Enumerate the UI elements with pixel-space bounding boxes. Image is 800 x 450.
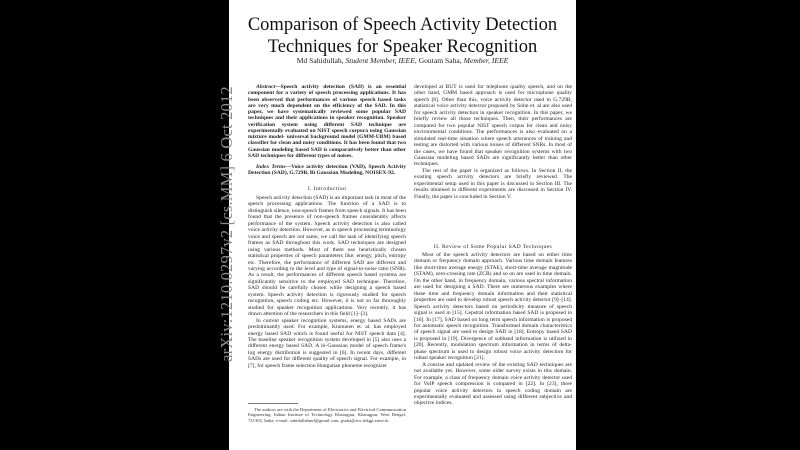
author-2-affiliation: Member, IEEE xyxy=(463,56,509,65)
index-terms-label: Index Terms xyxy=(256,164,286,170)
paper-title-line-1: Comparison of Speech Activity Detection xyxy=(247,15,558,35)
review-paragraph-1: Most of the speech activity detectors are based on either time domain or frequency domain approach. Various time domain features like short-time average energy (STAE), short-time average magnitude (STAM), zero-crossing rate (ZCR) and so on are used in time domain. On the other hand, in frequency domain, various spectral information are used for designing a SAD. There are numerous examples where these time and frequency domain information and their statistical properties are used to develop robust speech activity detector [9]–[14]. Speech activity detectors based on periodicity measure of speech signal is used in [15]. Cepstral information based SAD is proposed in [16]. In [17], SAD based on long term speech information is proposed for automatic speech recognition. Transformed domain characteristics of speech signal are used to design SAD in [18]. Entropy based SAD is proposed in [19]. Divergence of subband information is utilized in [20]. Recently, modulation spectrum information in terms of delta-phase spectrum is used to design robust voice activity detection for robust speaker recognition [21]. xyxy=(414,252,572,362)
author-1-affiliation: Student Member, IEEE, xyxy=(345,56,417,65)
abstract xyxy=(248,84,406,159)
author-1-name: Md Sahidullah, xyxy=(296,56,346,65)
paper-title-line-2: Techniques for Speaker Recognition xyxy=(267,37,538,57)
intro-paragraph-2: In current speaker recognition systems, energy based SADs are predominantly used. For example, Kinnunen et. al. has employed energy based SAD which is found useful for NIST speech data [4]. The baseline speaker recognition system developed in [5] also uses a different energy based SAD. A bi-Gaussian model of speech frame's log energy distribution is suggested in [6]. In recent days, different SADs are used for different quality of speech signal. For example, in [7], for speech frame selection Hungarian phoneme recognizer xyxy=(248,317,406,369)
right-paragraph-1: developed at BUT is used for telephone quality speech, and on the other hand, GMM based approach is used for microphone quality speech [8]. Other than this, voice activity detector used in G.729B, statistical voice activity detector proposed by Sohn et. al are also used for speech activity detection in speaker recognition. In this paper, we briefly review all those techniques. Then, their performances are compared for two popular NIST speech corpus for clean and noisy environmental conditions. The performances is also evaluated on a simulated real-time situation where speech utterances of training and testing are distorted with various noises of different SNRs. In most of the cases, we have found that speaker recognition systems with two Gaussian modeling based SADs are significantly better than other techniques. xyxy=(414,84,572,168)
left-column-body xyxy=(248,195,406,369)
review-paragraph-2: A concise and updated review of the existing SAD techniques are not available yet. However, some older survey exists in this domain. For example, a class of frequency domain voice activity detector used for VoIP speech compression is compared in [22]. In [23], three popular voice activity detectors in speech coding domain are experimentally evaluated and assessed using different subjective and objective indices. xyxy=(414,361,572,407)
section-1-heading: I. Introduction xyxy=(307,186,347,192)
author-2-name: Goutam Saha, xyxy=(416,56,464,65)
index-terms-text: —Voice activity detection (VAD), Speech Activity Detection (SAD), G.729B, Bi Gaussian Modeling, NOISEX-92. xyxy=(248,164,406,177)
abstract-text: —Speech activity detection (SAD) is an essential component for a variety of speech processing applications. It has been observed that performances of various speech based tasks are very much dependent on the efficiency of the SAD. In this paper, we have systematically reviewed some popular SAD techniques and their applications in speaker recognition. Speaker verification system using different SAD technique are experimentally evaluated on NIST speech corpora using Gaussian mixture model- universal background model (GMM-UBM) based classifier for clean and noisy conditions. It has been found that two Gaussian modeling based SAD is comparatively better than other SAD techniques for different types of noises. xyxy=(248,84,406,159)
arxiv-stamp-text: arXiv:1210.0297v2 [cs.MM] 6 Oct 2012 xyxy=(217,86,236,362)
right-paragraph-2: The rest of the paper is organized as follows. In Section II, the existing speech activity detectors are briefly reviewed. The experimental setup used in this paper is discussed in Section III. The results obtained in different experiments are discussed in Section IV. Finally, the paper is concluded in Section V. xyxy=(414,167,572,200)
authors xyxy=(229,56,576,65)
section-2-heading: II. Review of Some Popular SAD Techniques xyxy=(433,244,553,250)
intro-paragraph-1: Speech activity detection (SAD) is an important task in most of the speech processing applications. The function of a SAD is to distinguish silence, non-speech frames from speech signals. It has been found that the presence of non-speech frames considerably affects performance of the system. Speech activity detection is also called voice activity detection. However, as in speech processing terminology voice and speech are not same, we call the task of identifying speech frames as SAD throughout this work. SAD techniques are designed using various methods. Most of them use heuristically chosen statistical properties of speech parameters like: energy, pitch, entropy etc. Therefore, the performance of different SAD are different and varying according to the level and type of signal-to-noise ratio (SNR). As a result, the performances of different speech based systems are significantly sensitive to the employed SAD technique. Therefore, SAD should be carefully chosen while designing a speech based system. Speech activity detection is rigorously studied for speech recognition, speech coding etc. However, it is not so far thoroughly studied for speaker recognition applications. Very recently, it has drawn attention of the researchers in this field [1]–[3]. xyxy=(248,195,406,318)
abstract-label: Abstract xyxy=(256,84,276,90)
footnote-rule xyxy=(248,403,298,404)
right-column-body xyxy=(414,252,572,407)
right-column-top xyxy=(414,84,572,200)
index-terms xyxy=(248,164,406,177)
footnote: The authors are with the Department of Electronics and Electrical Communication Engineering, Indian Institute of Technology Kharagpur, Kharagpur, West Bengal, 721302, India. e-mail: sahidullahmd@gmail.com, gsaha@ece.iitkgp.ernet.in xyxy=(248,407,406,423)
